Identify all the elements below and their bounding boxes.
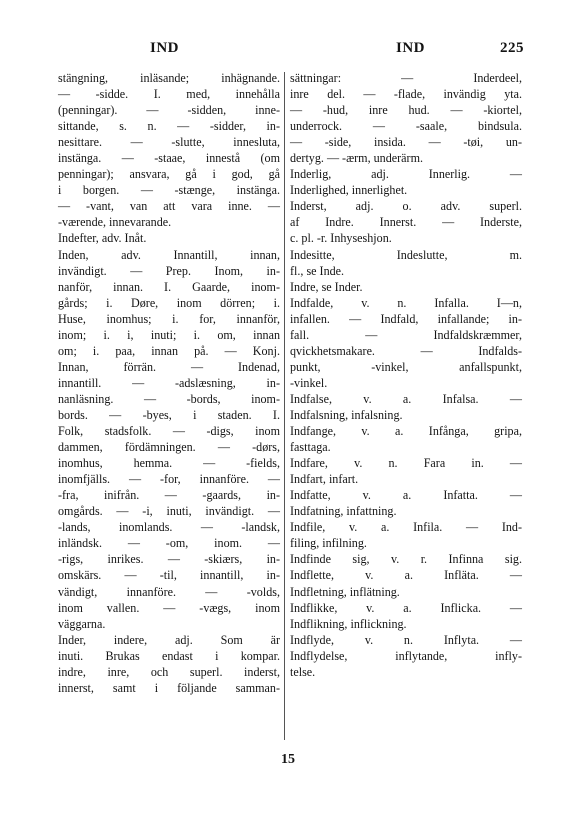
- dictionary-line: fl., se Inde.: [290, 263, 345, 278]
- dictionary-line: -fra, inifrån. — -gaards, in-: [58, 488, 280, 503]
- dictionary-line: instänga. — -staae, innestå (om: [58, 151, 280, 166]
- dictionary-line: qvickhetsmakare. — Indfalds-: [290, 343, 522, 358]
- dictionary-line: Indfinde sig, v. r. Infinna sig.: [290, 552, 522, 567]
- dictionary-line: nanför, innan. I. Gaarde, inom-: [58, 279, 280, 294]
- dictionary-line: nesittare. — -slutte, innesluta,: [58, 135, 280, 150]
- dictionary-line: Huse, inomhus; i. for, innanför,: [58, 311, 280, 326]
- dictionary-line: sättningar: — Inderdeel,: [290, 71, 522, 85]
- dictionary-line: Folk, stadsfolk. — -digs, inom: [58, 424, 280, 439]
- dictionary-line: inuti. Brukas endast i kompar.: [58, 648, 280, 663]
- dictionary-line: vändigt, innanföre. — -volds,: [58, 584, 280, 599]
- dictionary-line: punkt, -vinkel, anfallspunkt,: [290, 359, 522, 374]
- dictionary-line: — -sidde. I. med, innehålla: [58, 87, 280, 102]
- dictionary-line: telse.: [290, 664, 316, 679]
- dictionary-line: -lands, inomlands. — -landsk,: [58, 520, 280, 535]
- dictionary-line: Inderst, adj. o. adv. superl.: [290, 199, 522, 214]
- dictionary-line: inomfjälls. — -for, innanföre. —: [58, 472, 280, 487]
- dictionary-line: Indfile, v. a. Infila. — Ind-: [290, 520, 522, 535]
- dictionary-line: invändigt. — Prep. Inom, in-: [58, 263, 280, 278]
- right-column: [290, 70, 522, 680]
- dictionary-line: Indfart, infart.: [290, 472, 359, 487]
- dictionary-line: Indfalde, v. n. Infalla. I—n,: [290, 295, 522, 310]
- dictionary-line: inom vallen. — -vægs, inom: [58, 600, 280, 615]
- dictionary-line: fall. — Indfaldskræmmer,: [290, 327, 522, 342]
- dictionary-line: Inderlig, adj. Innerlig. —: [290, 167, 522, 182]
- dictionary-line: — -hud, inre hud. — -kiortel,: [290, 103, 522, 118]
- dictionary-line: sittande, s. n. — -sidder, in-: [58, 119, 280, 134]
- dictionary-line: Indflikke, v. a. Inflicka. —: [290, 600, 522, 615]
- dictionary-line: Indflyde, v. n. Inflyta. —: [290, 632, 522, 647]
- dictionary-line: innantill. — -adslæsning, in-: [58, 375, 280, 390]
- dictionary-line: Indfletning, inflätning.: [290, 584, 400, 599]
- dictionary-line: underrock. — -saale, bindsula.: [290, 119, 522, 134]
- dictionary-line: — -vant, van att vara inne. —: [58, 199, 280, 214]
- dictionary-line: Indre, se Inder.: [290, 279, 363, 294]
- dictionary-line: -vinkel.: [290, 375, 328, 390]
- dictionary-line: Indfalse, v. a. Infalsa. —: [290, 391, 522, 406]
- dictionary-line: stängning, inläsande; inhägnande.: [58, 71, 280, 85]
- dictionary-line: om; i. paa, innan på. — Konj.: [58, 343, 280, 358]
- column-divider: [284, 72, 285, 740]
- dictionary-line: Indfange, v. a. Infånga, gripa,: [290, 424, 522, 439]
- running-head-left: IND: [150, 40, 180, 56]
- dictionary-line: Indfatning, infattning.: [290, 504, 397, 519]
- dictionary-line: Indesitte, Indeslutte, m.: [290, 247, 522, 262]
- dictionary-line: infallen. — Indfald, infallande; in-: [290, 311, 522, 326]
- dictionary-line: -værende, innevarande.: [58, 215, 172, 230]
- dictionary-line: af Indre. Innerst. — Inderste,: [290, 215, 522, 230]
- dictionary-line: filing, infilning.: [290, 536, 367, 551]
- running-head-right: IND: [396, 40, 426, 56]
- dictionary-line: Indefter, adv. Inåt.: [58, 231, 147, 246]
- dictionary-line: Inderlighed, innerlighet.: [290, 183, 408, 198]
- dictionary-line: Indfalsning, infalsning.: [290, 407, 403, 422]
- dictionary-line: penningar); ansvara, gå i god, gå: [58, 167, 280, 182]
- dictionary-line: Inder, indere, adj. Som är: [58, 632, 280, 647]
- dictionary-line: Indflikning, inflickning.: [290, 616, 407, 631]
- dictionary-line: (penningar). — -sidden, inne-: [58, 103, 280, 118]
- dictionary-line: innerst, samt i följande samman-: [58, 680, 280, 695]
- dictionary-line: omgårds. — -i, inuti, invändigt. —: [58, 504, 280, 519]
- dictionary-line: Innan, förrän. — Indenad,: [58, 359, 280, 374]
- dictionary-line: Inden, adv. Innantill, innan,: [58, 247, 280, 262]
- dictionary-line: inländsk. — -om, inom. —: [58, 536, 280, 551]
- dictionary-line: Indfatte, v. a. Infatta. —: [290, 488, 522, 503]
- dictionary-line: nanläsning. — -bords, inom-: [58, 391, 280, 406]
- dictionary-line: dammen, fördämningen. — -dørs,: [58, 440, 280, 455]
- dictionary-line: omskärs. — -til, innantill, in-: [58, 568, 280, 583]
- dictionary-line: fasttaga.: [290, 440, 331, 455]
- dictionary-line: c. pl. -r. Inhyseshjon.: [290, 231, 392, 246]
- dictionary-line: Indfare, v. n. Fara in. —: [290, 456, 522, 471]
- dictionary-line: — -side, insida. — -tøi, un-: [290, 135, 522, 150]
- dictionary-line: Indflette, v. a. Infläta. —: [290, 568, 522, 583]
- dictionary-line: bords. — -byes, i staden. I.: [58, 407, 280, 422]
- dictionary-line: inomhus, hemma. — -fields,: [58, 456, 280, 471]
- dictionary-line: Indflydelse, inflytande, infly-: [290, 648, 522, 663]
- dictionary-line: -rigs, inrikes. — -skiærs, in-: [58, 552, 280, 567]
- dictionary-line: inom; i. i, inuti; i. om, innan: [58, 327, 280, 342]
- dictionary-line: gårds; i. Døre, inom dörren; i.: [58, 295, 280, 310]
- signature-mark: 15: [281, 752, 295, 767]
- dictionary-line: väggarna.: [58, 616, 106, 631]
- page-number: 225: [500, 40, 524, 56]
- dictionary-line: dertyg. — -ærm, underärm.: [290, 151, 423, 166]
- left-column: [58, 70, 280, 696]
- dictionary-line: i borgen. — -stænge, instänga.: [58, 183, 280, 198]
- dictionary-line: indre, inre, och superl. inderst,: [58, 664, 280, 679]
- dictionary-line: inre del. — -flade, invändig yta.: [290, 87, 522, 102]
